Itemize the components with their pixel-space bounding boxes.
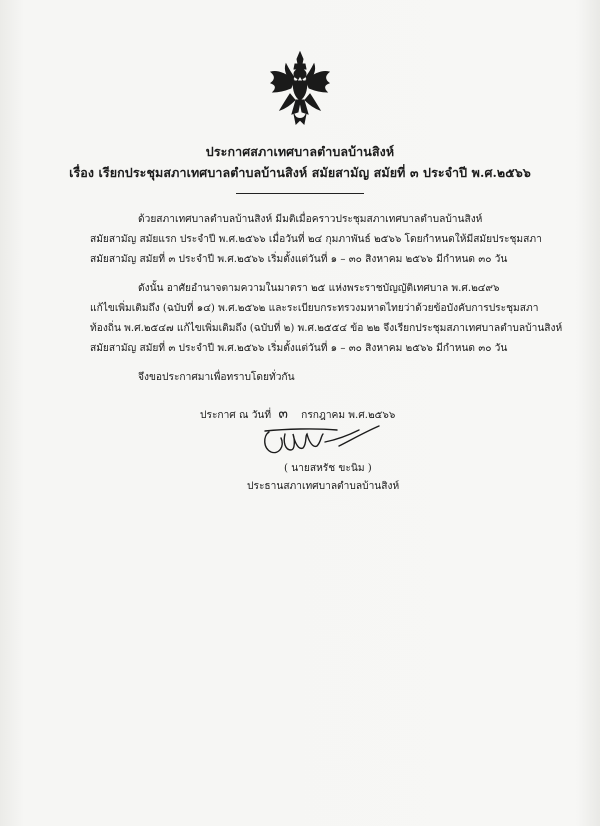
announcement-title: ประกาศสภาเทศบาลตำบลบ้านสิงห์: [205, 144, 395, 159]
title-divider: [236, 193, 364, 194]
date-prefix: ประกาศ ณ วันที่: [200, 410, 272, 421]
body-line: สมัยสามัญ สมัยแรก ประจำปี พ.ศ.๒๕๖๖ เมื่อวันที่ ๒๔ กุมภาพันธ์ ๒๕๖๖ โดยกำหนดให้มีสมัยประชุมสภา: [90, 234, 542, 245]
body-line: สมัยสามัญ สมัยที่ ๓ ประจำปี พ.ศ.๒๕๖๖ เริ่มตั้งแต่วันที่ ๑ – ๓๐ สิงหาคม ๒๕๖๖ มีกำหนด ๓๐ วัน: [90, 343, 508, 354]
body-line: ดังนั้น อาศัยอำนาจตามความในมาตรา ๒๕ แห่งพระราชบัญญัติเทศบาล พ.ศ.๒๔๙๖: [138, 283, 500, 294]
body-line: ท้องถิ่น พ.ศ.๒๕๔๗ แก้ไขเพิ่มเติมถึง (ฉบับที่ ๒) พ.ศ.๒๕๕๔ ข้อ ๒๒ จึงเรียกประชุมสภาเทศบาลตำบลบ้านสิงห์: [90, 323, 563, 334]
signature-image: [255, 422, 395, 462]
closing-line: จึงขอประกาศมาเพื่อทราบโดยทั่วกัน: [138, 372, 295, 383]
signer-name: ( นายสหรัช ขะนิม ): [284, 463, 372, 474]
date-month-year: กรกฎาคม พ.ศ.๒๕๖๖: [301, 410, 396, 421]
body-line: แก้ไขเพิ่มเติมถึง (ฉบับที่ ๑๔) พ.ศ.๒๕๖๒ และระเบียบกระทรวงมหาดไทยว่าด้วยข้อบังคับการประชุมสภา: [90, 303, 539, 314]
body-line: ด้วยสภาเทศบาลตำบลบ้านสิงห์ มีมติเมื่อคราวประชุมสภาเทศบาลตำบลบ้านสิงห์: [138, 214, 483, 225]
signer-position: ประธานสภาเทศบาลตำบลบ้านสิงห์: [247, 481, 400, 492]
date-day: ๓: [278, 406, 288, 422]
body-line: สมัยสามัญ สมัยที่ ๓ ประจำปี พ.ศ.๒๕๖๖ เริ่มตั้งแต่วันที่ ๑ – ๓๐ สิงหาคม ๒๕๖๖ มีกำหนด ๓๐ วัน: [90, 254, 508, 265]
garuda-emblem-icon: [268, 50, 332, 126]
announcement-subject: เรื่อง เรียกประชุมสภาเทศบาลตำบลบ้านสิงห์ สมัยสามัญ สมัยที่ ๓ ประจำปี พ.ศ.๒๕๖๖: [69, 165, 531, 180]
